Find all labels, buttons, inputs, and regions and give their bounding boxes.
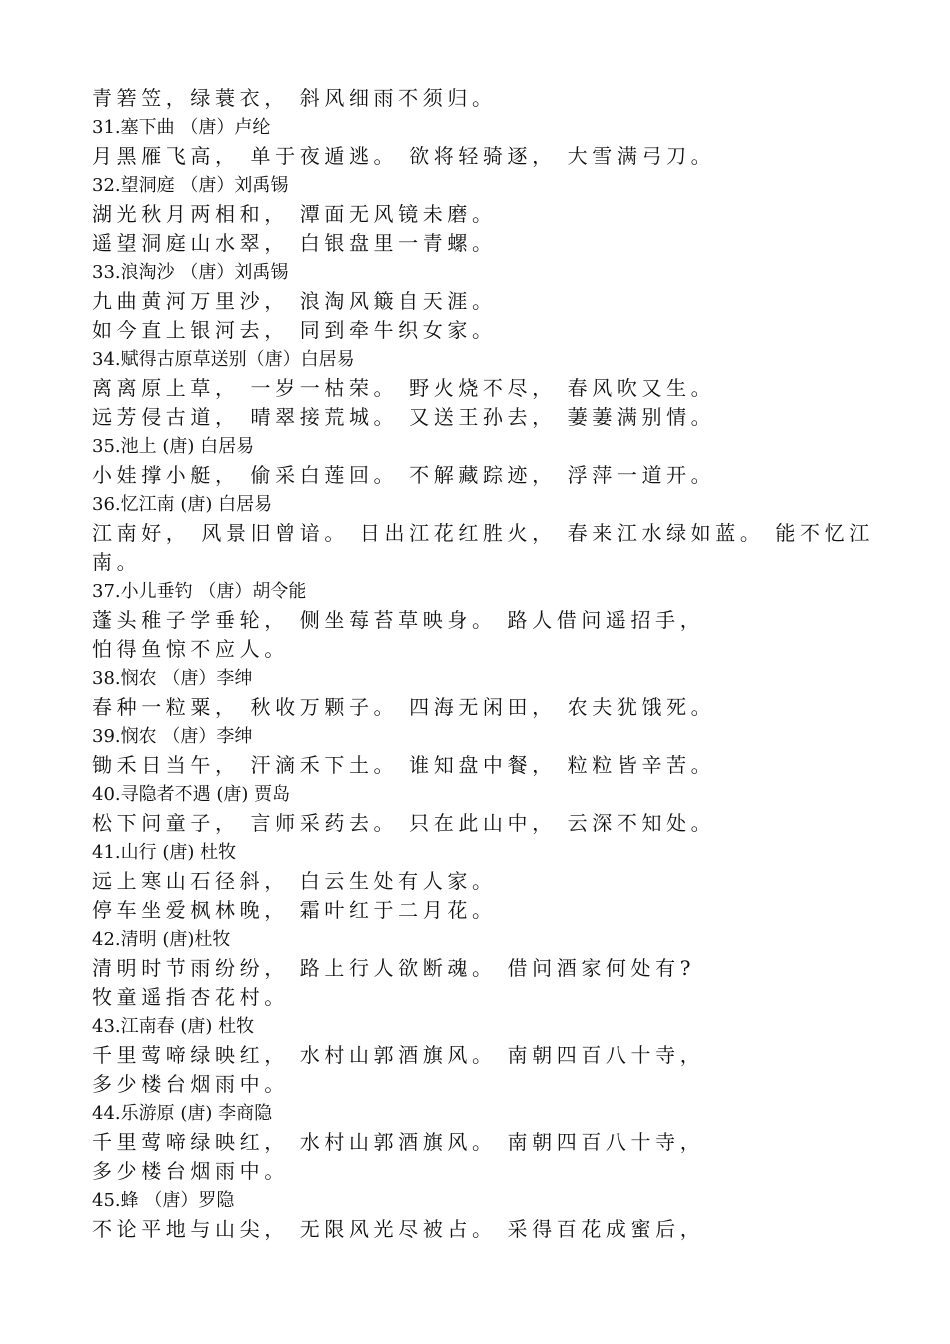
poem-title: 37.小儿垂钓 （唐）胡令能 — [92, 581, 307, 602]
document-page — [92, 84, 882, 1244]
poem-title: 39.悯农 （唐）李绅 — [92, 726, 253, 747]
poem-verse-line: 牧童遥指杏花村。 — [92, 985, 289, 1009]
poem-title: 42.清明 (唐)杜牧 — [92, 929, 231, 950]
poem-title: 36.忆江南 (唐) 白居易 — [92, 494, 273, 515]
poem-verse-line: 蓬头稚子学垂轮， 侧坐莓苔草映身。 路人借问遥招手， — [92, 608, 705, 632]
poem-verse-line: 停车坐爱枫林晚， 霜叶红于二月花。 — [92, 898, 497, 922]
poem-title: 41.山行 (唐) 杜牧 — [92, 842, 237, 863]
poem-title: 35.池上 (唐) 白居易 — [92, 436, 255, 457]
poem-verse-line: 湖光秋月两相和， 潭面无风镜未磨。 — [92, 202, 497, 226]
poem-verse-line: 远芳侵古道， 晴翠接荒城。 又送王孙去， 萋萋满别情。 — [92, 405, 716, 429]
poem-verse-line: 松下问童子， 言师采药去。 只在此山中， 云深不知处。 — [92, 811, 716, 835]
poem-verse-line: 不论平地与山尖， 无限风光尽被占。 采得百花成蜜后， — [92, 1217, 705, 1241]
poem-verse-line: 锄禾日当午， 汗滴禾下土。 谁知盘中餐， 粒粒皆辛苦。 — [92, 753, 716, 777]
poem-verse-line: 南。 — [92, 550, 142, 574]
poem-verse-line: 如今直上银河去， 同到牵牛织女家。 — [92, 318, 497, 342]
poem-verse-line: 春种一粒粟， 秋收万颗子。 四海无闲田， 农夫犹饿死。 — [92, 695, 716, 719]
poem-verse-line: 怕得鱼惊不应人。 — [92, 637, 289, 661]
poem-verse-line: 多少楼台烟雨中。 — [92, 1159, 289, 1183]
poem-title: 38.悯农 （唐）李绅 — [92, 668, 253, 689]
poem-title: 44.乐游原 (唐) 李商隐 — [92, 1103, 273, 1124]
poem-title: 32.望洞庭 （唐）刘禹锡 — [92, 175, 289, 196]
poem-verse-line: 江南好， 风景旧曾谙。 日出江花红胜火， 春来江水绿如蓝。 能不忆江 — [92, 521, 874, 545]
poem-verse-line: 远上寒山石径斜， 白云生处有人家。 — [92, 869, 497, 893]
poem-verse-line: 遥望洞庭山水翠， 白银盘里一青螺。 — [92, 231, 497, 255]
poem-verse-line: 离离原上草， 一岁一枯荣。 野火烧不尽， 春风吹又生。 — [92, 376, 716, 400]
poem-verse-line: 月黑雁飞高， 单于夜遁逃。 欲将轻骑逐， 大雪满弓刀。 — [92, 144, 716, 168]
poem-title: 31.塞下曲 （唐）卢纶 — [92, 117, 271, 138]
poem-verse-line: 千里莺啼绿映红， 水村山郭酒旗风。 南朝四百八十寺， — [92, 1130, 705, 1154]
poem-verse-line: 青箬笠，绿蓑衣， 斜风细雨不须归。 — [92, 86, 497, 110]
poem-verse-line: 千里莺啼绿映红， 水村山郭酒旗风。 南朝四百八十寺， — [92, 1043, 705, 1067]
poem-title: 33.浪淘沙 （唐）刘禹锡 — [92, 262, 289, 283]
poem-title: 45.蜂 （唐）罗隐 — [92, 1190, 235, 1211]
poem-verse-line: 多少楼台烟雨中。 — [92, 1072, 289, 1096]
poem-verse-line: 小娃撑小艇， 偷采白莲回。 不解藏踪迹， 浮萍一道开。 — [92, 463, 716, 487]
poem-title: 34.赋得古原草送别（唐）白居易 — [92, 349, 355, 370]
poem-verse-line: 清明时节雨纷纷， 路上行人欲断魂。 借问酒家何处有? — [92, 956, 696, 980]
poem-title: 40.寻隐者不遇 (唐) 贾岛 — [92, 784, 291, 805]
poem-title: 43.江南春 (唐) 杜牧 — [92, 1016, 255, 1037]
poem-verse-line: 九曲黄河万里沙， 浪淘风簸自天涯。 — [92, 289, 497, 313]
